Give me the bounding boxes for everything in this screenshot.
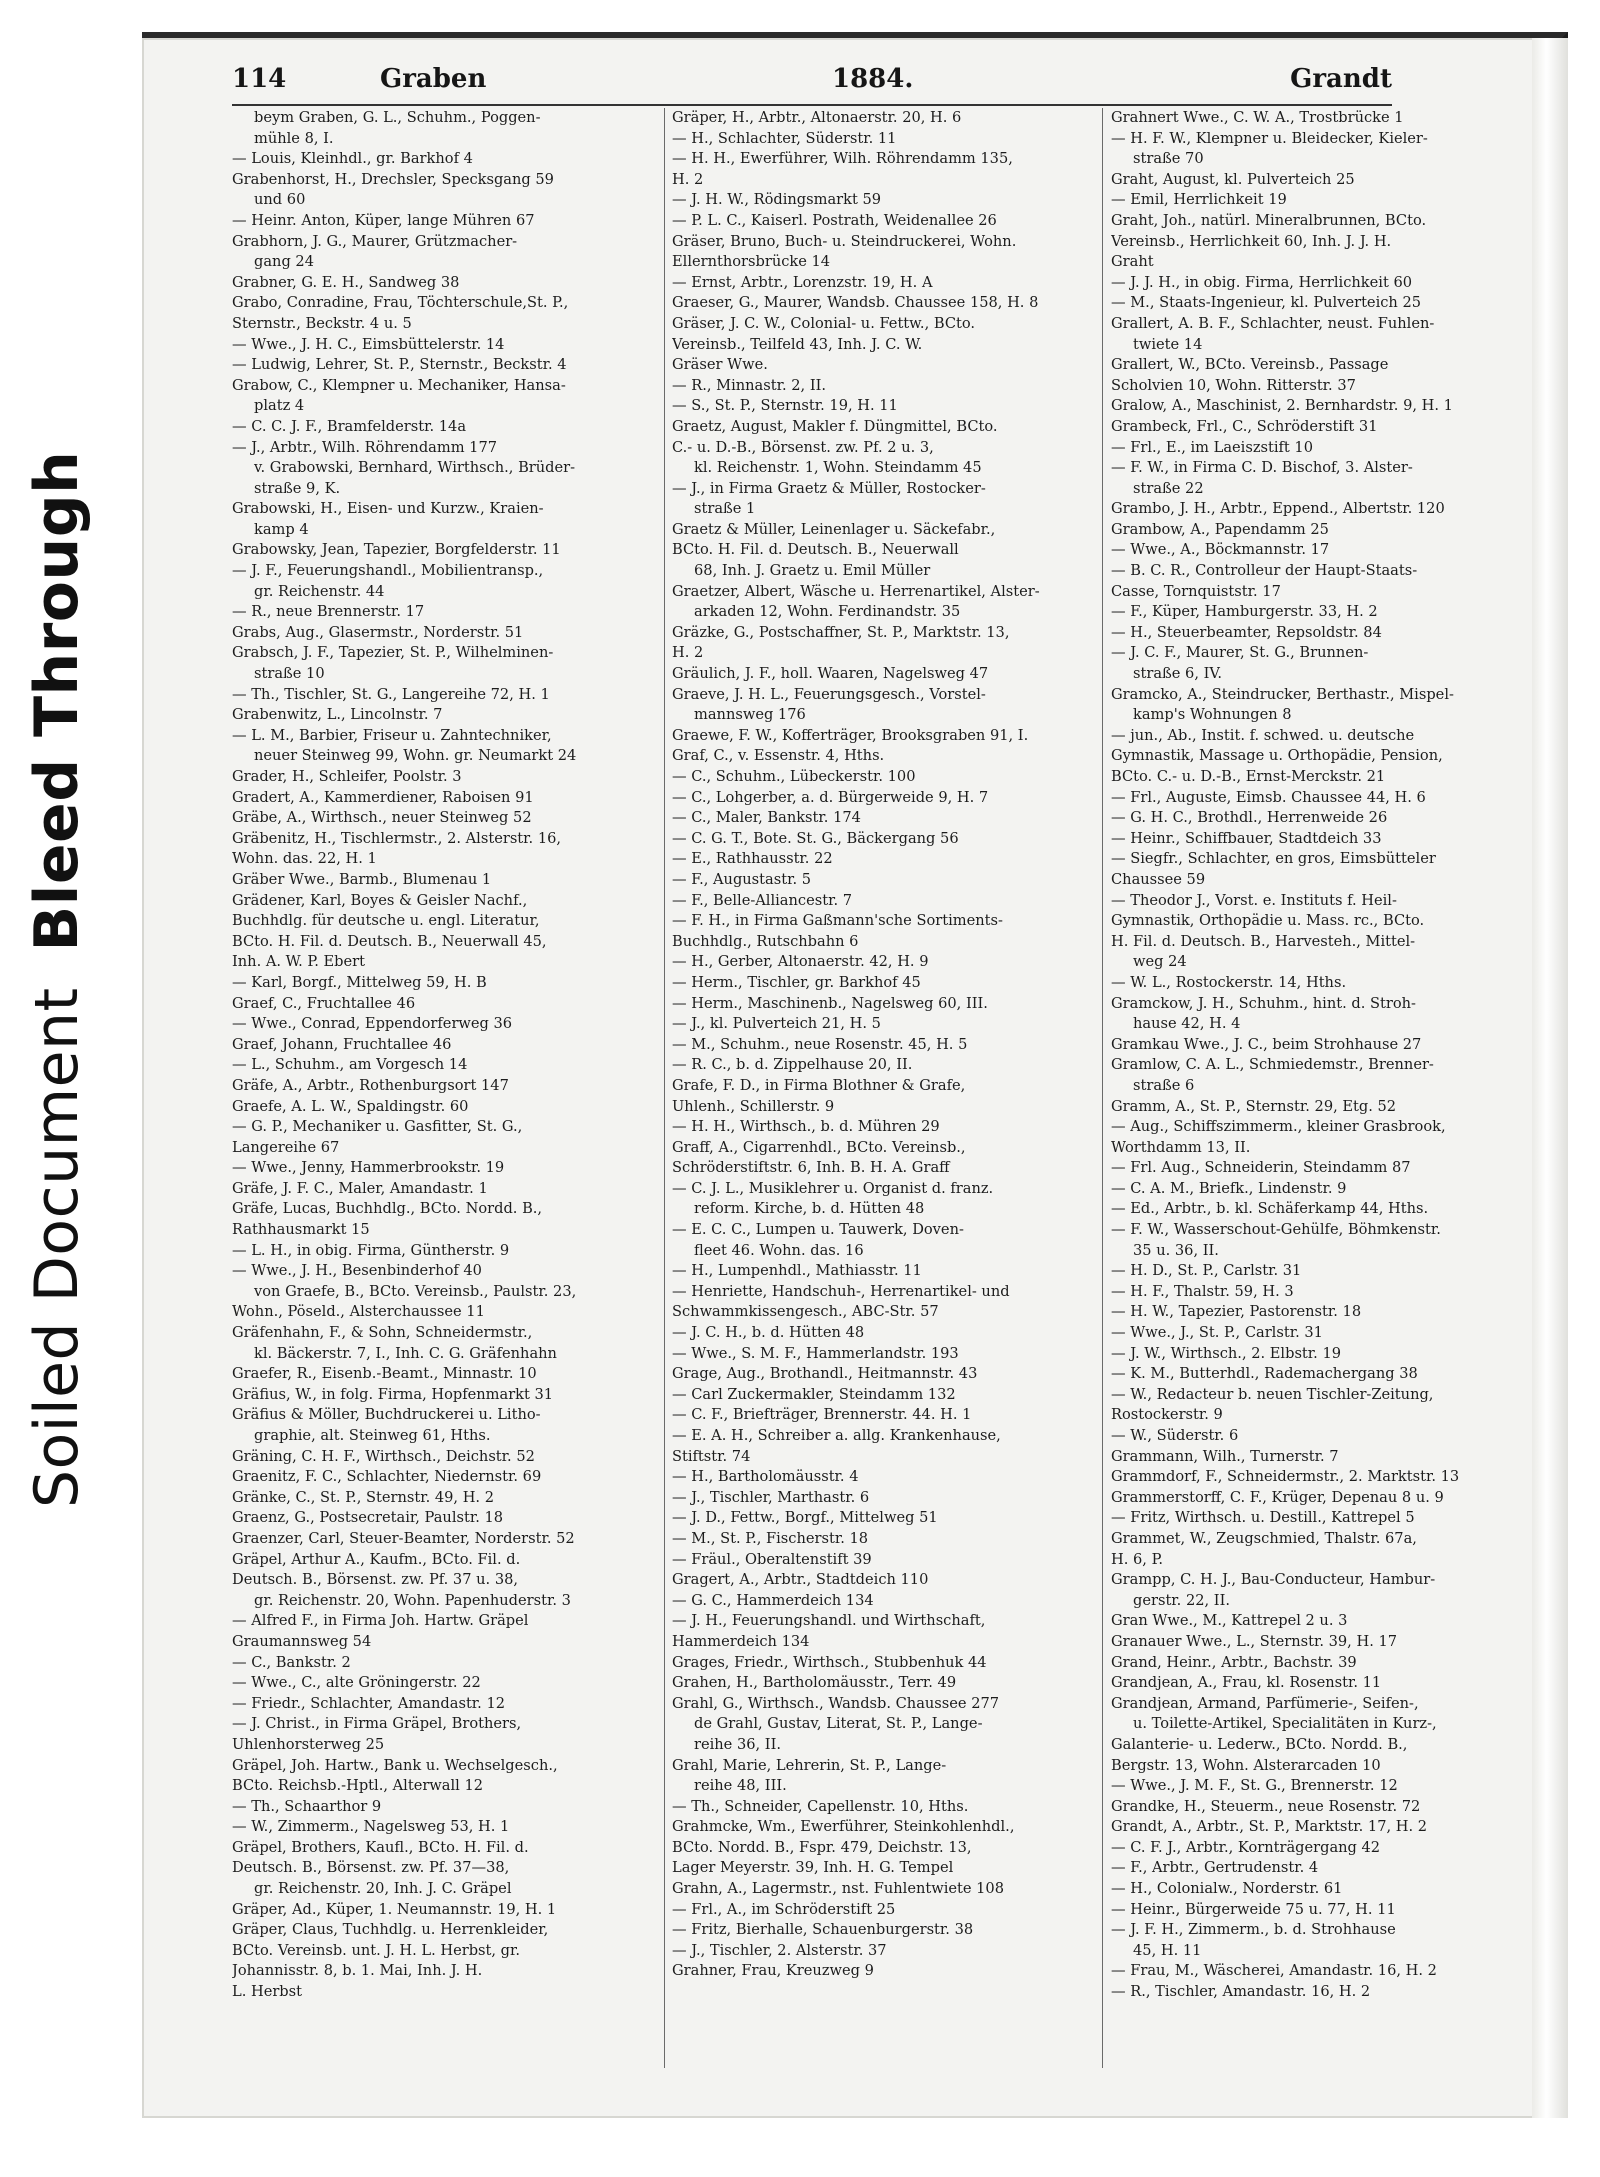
directory-entry-line: gr. Reichenstr. 44 bbox=[254, 582, 385, 600]
directory-entry-line: Graff, A., Cigarrenhdl., BCto. Vereinsb., bbox=[672, 1138, 966, 1156]
directory-entry-line: weg 24 bbox=[1133, 953, 1187, 971]
directory-entry-line: — Wwe., C., alte Gröningerstr. 22 bbox=[232, 1674, 481, 1692]
directory-entry-line: kamp's Wohnungen 8 bbox=[1133, 706, 1292, 724]
directory-entry-line: — Wwe., J. H. C., Eimsbüttelerstr. 14 bbox=[232, 335, 505, 353]
directory-entry-line: gr. Reichenstr. 20, Wohn. Papenhuderstr. 3 bbox=[254, 1591, 571, 1609]
directory-entry-line: reihe 48, III. bbox=[694, 1777, 787, 1795]
directory-entry-line: graphie, alt. Steinweg 61, Hths. bbox=[254, 1427, 491, 1444]
directory-entry-line: — H., Bartholomäusstr. 4 bbox=[672, 1468, 859, 1486]
directory-entry-line: — E. C. C., Lumpen u. Tauwerk, Doven- bbox=[672, 1221, 964, 1239]
directory-entry-line: Lager Meyerstr. 39, Inh. H. G. Tempel bbox=[672, 1859, 954, 1877]
directory-entry-line: Grafe, F. D., in Firma Blothner & Grafe, bbox=[672, 1076, 966, 1094]
directory-entry-line: — J., kl. Pulverteich 21, H. 5 bbox=[672, 1015, 881, 1033]
directory-entry-line: — J. C. F., Maurer, St. G., Brunnen- bbox=[1111, 644, 1369, 662]
directory-entry-line: Graf, C., v. Essenstr. 4, Hths. bbox=[672, 747, 885, 765]
directory-entry-line: — M., St. P., Fischerstr. 18 bbox=[672, 1529, 869, 1547]
directory-entry-line: — F., Augustastr. 5 bbox=[672, 870, 812, 888]
directory-entry-line: — J., in Firma Graetz & Müller, Rostocker- bbox=[672, 479, 986, 497]
directory-entry-line: Graef, Johann, Fruchtallee 46 bbox=[232, 1035, 452, 1053]
directory-entry-line: — Wwe., A., Böckmannstr. 17 bbox=[1111, 541, 1330, 559]
directory-entry-line: Grammet, W., Zeugschmied, Thalstr. 67a, bbox=[1111, 1529, 1417, 1547]
directory-entry-line: Gräser Wwe. bbox=[672, 356, 768, 374]
directory-entry-line: mannsweg 176 bbox=[694, 706, 806, 724]
directory-entry-line: gr. Reichenstr. 20, Inh. J. C. Gräpel bbox=[254, 1880, 512, 1898]
directory-entry-line: und 60 bbox=[254, 191, 306, 209]
directory-entry-line: — R., Minnastr. 2, II. bbox=[672, 376, 826, 394]
header-left-keyword: Graben bbox=[380, 64, 487, 94]
directory-entry-line: — H. F. W., Klempner u. Bleidecker, Kieler- bbox=[1111, 129, 1428, 147]
directory-entry-line: — Theodor J., Vorst. e. Instituts f. Heil- bbox=[1111, 891, 1397, 909]
directory-entry-line: hause 42, H. 4 bbox=[1133, 1015, 1241, 1033]
directory-entry-line: — Carl Zuckermakler, Steindamm 132 bbox=[672, 1385, 956, 1403]
side-label bbox=[22, 451, 92, 1508]
directory-entry-line: Grammdorf, F., Schneidermstr., 2. Marktstr. 13 bbox=[1111, 1468, 1460, 1486]
directory-entry-line: Gräpel, Brothers, Kaufl., BCto. H. Fil. d. bbox=[232, 1838, 529, 1856]
directory-entry-line: — L. M., Barbier, Friseur u. Zahntechniker, bbox=[232, 726, 552, 744]
directory-entry-line: Graenz, G., Postsecretair, Paulstr. 18 bbox=[232, 1509, 504, 1527]
directory-entry-line: — F., Küper, Hamburgerstr. 33, H. 2 bbox=[1111, 603, 1378, 621]
directory-entry-line: BCto. H. Fil. d. Deutsch. B., Neuerwall bbox=[672, 541, 959, 559]
directory-entry-line: — L., Schuhm., am Vorgesch 14 bbox=[232, 1056, 468, 1074]
directory-entry-line: — C. F. J., Arbtr., Kornträgergang 42 bbox=[1111, 1838, 1381, 1856]
directory-entry-line: — P. L. C., Kaiserl. Postrath, Weidenallee 26 bbox=[672, 211, 997, 229]
directory-entry-line: — Herm., Maschinenb., Nagelsweg 60, III. bbox=[672, 994, 988, 1012]
directory-entry-line: — F., Arbtr., Gertrudenstr. 4 bbox=[1111, 1859, 1319, 1877]
header-year: 1884. bbox=[832, 64, 914, 94]
directory-entry-line: Grambow, A., Papendamm 25 bbox=[1111, 520, 1329, 538]
directory-entry-line: — R., Tischler, Amandastr. 16, H. 2 bbox=[1111, 1983, 1371, 2001]
directory-entry-line: — H., Steuerbeamter, Repsoldstr. 84 bbox=[1111, 623, 1382, 641]
directory-entry-line: — J. H., Feuerungshandl. und Wirthschaft, bbox=[672, 1612, 986, 1630]
header-right-keyword: Grandt bbox=[1290, 64, 1392, 94]
directory-entry-line: Uhlenhorsterweg 25 bbox=[232, 1735, 385, 1753]
directory-entry-line: Gräser, J. C. W., Colonial- u. Fettw., BCto. bbox=[672, 314, 976, 332]
directory-entry-line: Gramlow, C. A. L., Schmiedemstr., Brenner- bbox=[1111, 1056, 1434, 1074]
directory-entry-line: — Aug., Schiffszimmerm., kleiner Grasbrook, bbox=[1111, 1118, 1446, 1136]
directory-entry-line: Gymnastik, Massage u. Orthopädie, Pension, bbox=[1111, 747, 1443, 765]
directory-entry-line: straße 9, K. bbox=[254, 479, 341, 497]
directory-entry-line: — H., Gerber, Altonaerstr. 42, H. 9 bbox=[672, 953, 929, 971]
directory-entry-line: — Heinr., Bürgerweide 75 u. 77, H. 11 bbox=[1111, 1900, 1396, 1918]
directory-entry-line: Stiftstr. 74 bbox=[672, 1447, 751, 1465]
side-label-bleed: Bleed Through bbox=[22, 450, 92, 952]
directory-entry-line: Graetzer, Albert, Wäsche u. Herrenartikel, Alster- bbox=[672, 582, 1040, 600]
directory-entry-line: platz 4 bbox=[254, 397, 305, 415]
directory-entry-line: Deutsch. B., Börsenst. zw. Pf. 37 u. 38, bbox=[232, 1571, 519, 1589]
directory-entry-line: — J. D., Fettw., Borgf., Mittelweg 51 bbox=[672, 1509, 938, 1527]
directory-entry-line: Gräpel, Arthur A., Kaufm., BCto. Fil. d. bbox=[232, 1550, 521, 1568]
directory-entry-line: Gräzke, G., Postschaffner, St. P., Marktstr. 13, bbox=[672, 623, 1010, 641]
directory-entry-line: — M., Staats-Ingenieur, kl. Pulverteich 25 bbox=[1111, 294, 1422, 312]
directory-entry-line: — C. C. J. F., Bramfelderstr. 14a bbox=[232, 417, 467, 435]
directory-entry-line: C.- u. D.-B., Börsenst. zw. Pf. 2 u. 3, bbox=[672, 438, 934, 456]
directory-entry-line: — Friedr., Schlachter, Amandastr. 12 bbox=[232, 1694, 506, 1712]
directory-entry-line: — Wwe., Jenny, Hammerbrookstr. 19 bbox=[232, 1159, 505, 1177]
directory-entry-line: Grahn, A., Lagermstr., nst. Fuhlentwiete 108 bbox=[672, 1880, 1005, 1898]
side-label-soiled: Soiled Document bbox=[22, 987, 92, 1508]
directory-entry-line: Gräper, H., Arbtr., Altonaerstr. 20, H. 6 bbox=[672, 109, 962, 126]
directory-entry-line: Deutsch. B., Börsenst. zw. Pf. 37—38, bbox=[232, 1859, 510, 1877]
directory-entry-line: BCto. C.- u. D.-B., Ernst-Merckstr. 21 bbox=[1111, 768, 1386, 785]
directory-entry-line: Grahen, H., Bartholomäusstr., Terr. 49 bbox=[672, 1674, 957, 1692]
directory-entry-line: Grammerstorff, C. F., Krüger, Depenau 8 u. 9 bbox=[1111, 1488, 1444, 1506]
directory-entry-line: — Louis, Kleinhdl., gr. Barkhof 4 bbox=[232, 150, 473, 168]
directory-entry-line: Gränke, C., St. P., Sternstr. 49, H. 2 bbox=[232, 1488, 494, 1506]
directory-entry-line: — G. H. C., Brothdl., Herrenweide 26 bbox=[1111, 809, 1388, 827]
directory-entry-line: arkaden 12, Wohn. Ferdinandstr. 35 bbox=[694, 603, 961, 621]
directory-entry-line: BCto. Vereinsb. unt. J. H. L. Herbst, gr. bbox=[232, 1941, 521, 1959]
directory-entry-line: mühle 8, I. bbox=[254, 129, 334, 147]
directory-entry-line: — L. H., in obig. Firma, Güntherstr. 9 bbox=[232, 1241, 510, 1259]
directory-entry-line: Grammann, Wilh., Turnerstr. 7 bbox=[1111, 1447, 1339, 1465]
directory-entry-line: Schwammkissengesch., ABC-Str. 57 bbox=[672, 1303, 939, 1321]
directory-entry-line: Galanterie- u. Lederw., BCto. Nordd. B., bbox=[1111, 1735, 1408, 1753]
directory-entry-line: — R. C., b. d. Zippelhause 20, II. bbox=[672, 1056, 913, 1074]
directory-entry-line: Inh. A. W. P. Ebert bbox=[232, 953, 365, 971]
directory-entry-line: — Wwe., J., St. P., Carlstr. 31 bbox=[1111, 1324, 1323, 1342]
directory-entry-line: Grabow, C., Klempner u. Mechaniker, Hansa- bbox=[232, 376, 566, 394]
directory-entry-line: Langereihe 67 bbox=[232, 1138, 340, 1156]
directory-entry-line: BCto. Nordd. B., Fspr. 479, Deichstr. 13, bbox=[672, 1838, 972, 1856]
directory-entry-line: straße 1 bbox=[694, 500, 756, 518]
directory-entry-line: Sternstr., Beckstr. 4 u. 5 bbox=[232, 314, 412, 332]
directory-entry-line: kamp 4 bbox=[254, 520, 309, 538]
directory-entry-line: — G. C., Hammerdeich 134 bbox=[672, 1591, 874, 1609]
directory-entry-line: — S., St. P., Sternstr. 19, H. 11 bbox=[672, 397, 898, 415]
directory-entry-line: Grandt, A., Arbtr., St. P., Marktstr. 17, H. 2 bbox=[1111, 1818, 1428, 1836]
directory-entry-line: — E., Rathhausstr. 22 bbox=[672, 850, 833, 868]
directory-entry-line: Graht, August, kl. Pulverteich 25 bbox=[1111, 170, 1355, 188]
directory-entry-line: — W. L., Rostockerstr. 14, Hths. bbox=[1111, 973, 1347, 991]
column-divider bbox=[1102, 108, 1103, 2068]
directory-entry-line: Graht bbox=[1111, 253, 1154, 271]
directory-entry-line: — J. W., Wirthsch., 2. Elbstr. 19 bbox=[1111, 1344, 1342, 1362]
directory-entry-line: L. Herbst bbox=[232, 1983, 303, 2001]
directory-entry-line: Grabo, Conradine, Frau, Töchterschule,St. P., bbox=[232, 294, 569, 312]
directory-entry-line: — C., Lohgerber, a. d. Bürgerweide 9, H. 7 bbox=[672, 788, 989, 806]
directory-entry-line: — W., Redacteur b. neuen Tischler-Zeitung, bbox=[1111, 1385, 1434, 1403]
directory-entry-line: Grahmcke, Wm., Ewerführer, Steinkohlenhdl., bbox=[672, 1818, 1015, 1836]
directory-entry-line: — C. J. L., Musiklehrer u. Organist d. franz. bbox=[672, 1179, 994, 1197]
directory-entry-line: Gramkau Wwe., J. C., beim Strohhause 27 bbox=[1111, 1035, 1422, 1053]
column-3 bbox=[1111, 108, 1531, 2003]
directory-entry-line: Hammerdeich 134 bbox=[672, 1632, 810, 1650]
directory-entry-line: — J. F. H., Zimmerm., b. d. Strohhause bbox=[1111, 1921, 1396, 1939]
directory-entry-line: straße 10 bbox=[254, 665, 325, 683]
directory-entry-line: Gräper, Claus, Tuchhdlg. u. Herrenkleider, bbox=[232, 1921, 549, 1939]
directory-entry-line: — E. A. H., Schreiber a. allg. Krankenhause, bbox=[672, 1427, 1001, 1444]
directory-entry-line: Gräbe, A., Wirthsch., neuer Steinweg 52 bbox=[232, 809, 532, 827]
directory-entry-line: Gräulich, J. F., holl. Waaren, Nagelsweg 47 bbox=[672, 665, 989, 683]
directory-entry-line: — Wwe., J. H., Besenbinderhof 40 bbox=[232, 1262, 482, 1280]
directory-entry-line: Gräber Wwe., Barmb., Blumenau 1 bbox=[232, 870, 492, 888]
directory-entry-line: — Fritz, Wirthsch. u. Destill., Kattrepel 5 bbox=[1111, 1509, 1415, 1527]
directory-entry-line: von Graefe, B., BCto. Vereinsb., Paulstr. 23, bbox=[254, 1282, 577, 1300]
directory-entry-line: straße 6 bbox=[1133, 1076, 1195, 1094]
directory-entry-line: — H., Schlachter, Süderstr. 11 bbox=[672, 129, 897, 147]
directory-entry-line: Granauer Wwe., L., Sternstr. 39, H. 17 bbox=[1111, 1632, 1398, 1650]
directory-entry-line: Gräpel, Joh. Hartw., Bank u. Wechselgesch., bbox=[232, 1756, 558, 1774]
directory-entry-line: Grader, H., Schleifer, Poolstr. 3 bbox=[232, 768, 462, 785]
directory-entry-line: — Th., Tischler, St. G., Langereihe 72, H. 1 bbox=[232, 685, 550, 703]
directory-entry-line: Gräning, C. H. F., Wirthsch., Deichstr. 52 bbox=[232, 1447, 535, 1465]
directory-entry-line: — Alfred F., in Firma Joh. Hartw. Gräpel bbox=[232, 1612, 529, 1630]
directory-entry-line: — M., Schuhm., neue Rosenstr. 45, H. 5 bbox=[672, 1035, 968, 1053]
directory-entry-line: Gräbenitz, H., Tischlermstr., 2. Alsterstr. 16, bbox=[232, 829, 562, 847]
directory-entry-line: Grallert, A. B. F., Schlachter, neust. Fuhlen- bbox=[1111, 314, 1435, 332]
directory-entry-line: Gräser, Bruno, Buch- u. Steindruckerei, Wohn. bbox=[672, 232, 1017, 250]
directory-entry-line: Graetz, August, Makler f. Düngmittel, BCto. bbox=[672, 417, 998, 435]
directory-entry-line: — J. F., Feuerungshandl., Mobilientransp., bbox=[232, 562, 544, 580]
directory-entry-line: — J. H. W., Rödingsmarkt 59 bbox=[672, 191, 882, 209]
directory-entry-line: H. 2 bbox=[672, 170, 704, 188]
directory-entry-line: Graeve, J. H. L., Feuerungsgesch., Vorstel- bbox=[672, 685, 986, 703]
directory-entry-line: — J. Christ., in Firma Gräpel, Brothers, bbox=[232, 1715, 522, 1733]
directory-entry-line: Gymnastik, Orthopädie u. Mass. rc., BCto. bbox=[1111, 912, 1425, 930]
directory-entry-line: v. Grabowski, Bernhard, Wirthsch., Brüder- bbox=[254, 459, 576, 477]
directory-entry-line: — J., Tischler, 2. Alsterstr. 37 bbox=[672, 1941, 887, 1959]
directory-entry-line: Rostockerstr. 9 bbox=[1111, 1406, 1223, 1424]
directory-entry-line: Chaussee 59 bbox=[1111, 870, 1206, 888]
directory-entry-line: — F., Belle-Alliancestr. 7 bbox=[672, 891, 853, 909]
directory-entry-line: Graetz & Müller, Leinenlager u. Säckefabr., bbox=[672, 520, 996, 538]
directory-entry-line: — Th., Schneider, Capellenstr. 10, Hths. bbox=[672, 1797, 969, 1815]
directory-entry-line: — Wwe., J. M. F., St. G., Brennerstr. 12 bbox=[1111, 1777, 1398, 1795]
directory-entry-line: — Frl., Auguste, Eimsb. Chaussee 44, H. 6 bbox=[1111, 788, 1426, 806]
directory-entry-line: straße 70 bbox=[1133, 150, 1204, 168]
directory-entry-line: Graenzer, Carl, Steuer-Beamter, Norderstr. 52 bbox=[232, 1529, 575, 1547]
directory-entry-line: Grabner, G. E. H., Sandweg 38 bbox=[232, 273, 460, 291]
directory-entry-line: — Th., Schaarthor 9 bbox=[232, 1797, 382, 1815]
directory-entry-line: — H., Lumpenhdl., Mathiasstr. 11 bbox=[672, 1262, 922, 1280]
directory-entry-line: Gräfius & Möller, Buchdruckerei u. Litho- bbox=[232, 1406, 541, 1424]
directory-entry-line: Vereinsb., Herrlichkeit 60, Inh. J. J. H. bbox=[1111, 232, 1392, 250]
directory-entry-line: Grabs, Aug., Glasermstr., Norderstr. 51 bbox=[232, 623, 524, 641]
directory-entry-line: Gräfe, Lucas, Buchhdlg., BCto. Nordd. B., bbox=[232, 1200, 543, 1218]
directory-entry-line: — Heinr., Schiffbauer, Stadtdeich 33 bbox=[1111, 829, 1382, 847]
directory-entry-line: Ellernthorsbrücke 14 bbox=[672, 253, 831, 271]
directory-entry-line: — B. C. R., Controlleur der Haupt-Staats- bbox=[1111, 562, 1418, 580]
directory-entry-line: — F. W., in Firma C. D. Bischof, 3. Alster- bbox=[1111, 459, 1413, 477]
directory-entry-line: Scholvien 10, Wohn. Ritterstr. 37 bbox=[1111, 376, 1356, 394]
directory-entry-line: 68, Inh. J. Graetz u. Emil Müller bbox=[694, 562, 931, 580]
directory-entry-line: Gräfe, A., Arbtr., Rothenburgsort 147 bbox=[232, 1076, 509, 1094]
column-divider bbox=[664, 108, 665, 2068]
directory-entry-line: — Siegfr., Schlachter, en gros, Eimsbütteler bbox=[1111, 850, 1436, 868]
directory-entry-line: Gräfe, J. F. C., Maler, Amandastr. 1 bbox=[232, 1179, 488, 1197]
directory-entry-line: Wohn. das. 22, H. 1 bbox=[232, 850, 377, 868]
directory-entry-line: — Wwe., Conrad, Eppendorferweg 36 bbox=[232, 1015, 513, 1033]
directory-entry-line: Graewe, F. W., Kofferträger, Brooksgraben 91, I. bbox=[672, 726, 1029, 744]
directory-entry-line: Grabenwitz, L., Lincolnstr. 7 bbox=[232, 706, 443, 724]
directory-entry-line: Grandke, H., Steuerm., neue Rosenstr. 72 bbox=[1111, 1797, 1421, 1815]
directory-entry-line: — Emil, Herrlichkeit 19 bbox=[1111, 191, 1287, 209]
directory-entry-line: Buchhdlg. für deutsche u. engl. Literatur, bbox=[232, 912, 540, 930]
directory-entry-line: Worthdamm 13, II. bbox=[1111, 1138, 1251, 1156]
directory-entry-line: — Henriette, Handschuh-, Herrenartikel- und bbox=[672, 1282, 1010, 1300]
directory-entry-line: — Frl., E., im Laeiszstift 10 bbox=[1111, 438, 1314, 456]
directory-entry-line: Wohn., Pöseld., Alsterchaussee 11 bbox=[232, 1303, 485, 1321]
directory-entry-line: — G. P., Mechaniker u. Gasfitter, St. G., bbox=[232, 1118, 523, 1136]
directory-entry-line: — Fritz, Bierhalle, Schauenburgerstr. 38 bbox=[672, 1921, 974, 1939]
column-2 bbox=[672, 108, 1098, 1982]
directory-entry-line: — jun., Ab., Instit. f. schwed. u. deutsche bbox=[1111, 726, 1415, 744]
directory-entry-line: — J., Tischler, Marthastr. 6 bbox=[672, 1488, 870, 1506]
header-rule bbox=[232, 104, 1392, 106]
directory-entry-line: gang 24 bbox=[254, 253, 314, 271]
directory-entry-line: Grages, Friedr., Wirthsch., Stubbenhuk 44 bbox=[672, 1653, 987, 1671]
directory-entry-line: Grand, Heinr., Arbtr., Bachstr. 39 bbox=[1111, 1653, 1357, 1671]
directory-entry-line: Grädener, Karl, Boyes & Geisler Nachf., bbox=[232, 891, 528, 909]
directory-entry-line: — F. W., Wasserschout-Gehülfe, Böhmkenstr. bbox=[1111, 1221, 1441, 1239]
directory-entry-line: Grahl, Marie, Lehrerin, St. P., Lange- bbox=[672, 1756, 947, 1774]
directory-entry-line: Grallert, W., BCto. Vereinsb., Passage bbox=[1111, 356, 1389, 374]
directory-entry-line: straße 22 bbox=[1133, 479, 1204, 497]
directory-entry-line: — F. H., in Firma Gaßmann'sche Sortiments- bbox=[672, 912, 1003, 930]
directory-entry-line: Gralow, A., Maschinist, 2. Bernhardstr. 9, H. 1 bbox=[1111, 397, 1453, 415]
directory-entry-line: de Grahl, Gustav, Literat, St. P., Lange- bbox=[694, 1715, 983, 1733]
directory-entry-line: Grambo, J. H., Arbtr., Eppend., Albertstr. 120 bbox=[1111, 500, 1445, 518]
directory-entry-line: Grage, Aug., Brothandl., Heitmannstr. 43 bbox=[672, 1365, 978, 1383]
directory-entry-line: u. Toilette-Artikel, Specialitäten in Kurz-, bbox=[1133, 1715, 1437, 1733]
directory-entry-line: Gräfenhahn, F., & Sohn, Schneidermstr., bbox=[232, 1324, 533, 1342]
directory-entry-line: — C. A. M., Briefk., Lindenstr. 9 bbox=[1111, 1179, 1347, 1197]
directory-entry-line: Graeser, G., Maurer, Wandsb. Chaussee 158, H. 8 bbox=[672, 294, 1039, 312]
directory-entry-line: — C. G. T., Bote. St. G., Bäckergang 56 bbox=[672, 829, 959, 847]
directory-entry-line: BCto. H. Fil. d. Deutsch. B., Neuerwall 45, bbox=[232, 932, 547, 950]
directory-entry-line: Grandjean, Armand, Parfümerie-, Seifen-, bbox=[1111, 1694, 1419, 1712]
directory-entry-line: Rathhausmarkt 15 bbox=[232, 1221, 370, 1239]
directory-entry-line: — R., neue Brennerstr. 17 bbox=[232, 603, 425, 621]
directory-entry-line: 45, H. 11 bbox=[1133, 1941, 1202, 1959]
directory-entry-line: — H. H., Ewerführer, Wilh. Röhrendamm 135, bbox=[672, 150, 1013, 168]
directory-entry-line: — W., Süderstr. 6 bbox=[1111, 1427, 1239, 1444]
directory-entry-line: H. Fil. d. Deutsch. B., Harvesteh., Mittel- bbox=[1111, 932, 1416, 950]
directory-entry-line: Gramm, A., St. P., Sternstr. 29, Etg. 52 bbox=[1111, 1097, 1397, 1115]
directory-entry-line: — Herm., Tischler, gr. Barkhof 45 bbox=[672, 973, 921, 991]
directory-entry-line: Graenitz, F. C., Schlachter, Niedernstr. 69 bbox=[232, 1468, 542, 1486]
directory-entry-line: BCto. Reichsb.-Hptl., Alterwall 12 bbox=[232, 1777, 484, 1795]
directory-entry-line: — H. F., Thalstr. 59, H. 3 bbox=[1111, 1282, 1294, 1300]
directory-entry-line: — C., Maler, Bankstr. 174 bbox=[672, 809, 861, 827]
directory-entry-line: gerstr. 22, II. bbox=[1133, 1591, 1230, 1609]
directory-entry-line: Gramckow, J. H., Schuhm., hint. d. Stroh- bbox=[1111, 994, 1416, 1012]
directory-entry-line: kl. Reichenstr. 1, Wohn. Steindamm 45 bbox=[694, 459, 982, 477]
directory-entry-line: Gräfius, W., in folg. Firma, Hopfenmarkt 31 bbox=[232, 1385, 554, 1403]
directory-entry-line: Grabhorn, J. G., Maurer, Grützmacher- bbox=[232, 232, 518, 250]
directory-entry-line: — H., Colonialw., Norderstr. 61 bbox=[1111, 1880, 1343, 1898]
directory-entry-line: Grahner, Frau, Kreuzweg 9 bbox=[672, 1962, 874, 1980]
directory-entry-line: Grampp, C. H. J., Bau-Conducteur, Hambur- bbox=[1111, 1571, 1436, 1589]
directory-entry-line: — Fräul., Oberaltenstift 39 bbox=[672, 1550, 872, 1568]
directory-entry-line: fleet 46. Wohn. das. 16 bbox=[694, 1241, 864, 1259]
directory-entry-line: Schröderstiftstr. 6, Inh. B. H. A. Graff bbox=[672, 1159, 950, 1177]
directory-entry-line: Grambeck, Frl., C., Schröderstift 31 bbox=[1111, 417, 1378, 435]
directory-entry-line: Grabowski, H., Eisen- und Kurzw., Kraien- bbox=[232, 500, 544, 518]
directory-entry-line: Gragert, A., Arbtr., Stadtdeich 110 bbox=[672, 1571, 929, 1589]
directory-entry-line: beym Graben, G. L., Schuhm., Poggen- bbox=[254, 109, 541, 126]
directory-entry-line: Graef, C., Fruchtallee 46 bbox=[232, 994, 416, 1012]
directory-entry-line: — Wwe., S. M. F., Hammerlandstr. 193 bbox=[672, 1344, 959, 1362]
directory-entry-line: — C. F., Briefträger, Brennerstr. 44. H. 1 bbox=[672, 1406, 972, 1424]
directory-entry-line: neuer Steinweg 99, Wohn. gr. Neumarkt 24 bbox=[254, 747, 577, 765]
page-header bbox=[232, 64, 1392, 114]
column-1 bbox=[232, 108, 632, 2003]
directory-entry-line: Bergstr. 13, Wohn. Alsterarcaden 10 bbox=[1111, 1756, 1381, 1774]
directory-entry-line: straße 6, IV. bbox=[1133, 665, 1223, 683]
directory-entry-line: Grahnert Wwe., C. W. A., Trostbrücke 1 bbox=[1111, 109, 1404, 126]
directory-entry-line: Grahl, G., Wirthsch., Wandsb. Chaussee 277 bbox=[672, 1694, 1000, 1712]
directory-entry-line: Gran Wwe., M., Kattrepel 2 u. 3 bbox=[1111, 1612, 1348, 1630]
directory-entry-line: — C., Bankstr. 2 bbox=[232, 1653, 351, 1671]
directory-entry-line: — Heinr. Anton, Küper, lange Mühren 67 bbox=[232, 211, 535, 229]
directory-entry-line: Vereinsb., Teilfeld 43, Inh. J. C. W. bbox=[672, 335, 923, 353]
directory-entry-line: — H. W., Tapezier, Pastorenstr. 18 bbox=[1111, 1303, 1362, 1321]
directory-entry-line: kl. Bäckerstr. 7, I., Inh. C. G. Gräfenhahn bbox=[254, 1344, 557, 1362]
directory-entry-line: — Frau, M., Wäscherei, Amandastr. 16, H. 2 bbox=[1111, 1962, 1437, 1980]
directory-entry-line: — C., Schuhm., Lübeckerstr. 100 bbox=[672, 768, 916, 785]
directory-entry-line: — Frl., A., im Schröderstift 25 bbox=[672, 1900, 896, 1918]
directory-entry-line: — W., Zimmerm., Nagelsweg 53, H. 1 bbox=[232, 1818, 510, 1836]
directory-entry-line: Uhlenh., Schillerstr. 9 bbox=[672, 1097, 835, 1115]
directory-entry-line: — K. M., Butterhdl., Rademachergang 38 bbox=[1111, 1365, 1418, 1383]
directory-entry-line: — J. C. H., b. d. Hütten 48 bbox=[672, 1324, 865, 1342]
directory-entry-line: — Karl, Borgf., Mittelweg 59, H. B bbox=[232, 973, 487, 991]
directory-entry-line: Graefer, R., Eisenb.-Beamt., Minnastr. 10 bbox=[232, 1365, 537, 1383]
directory-entry-line: reform. Kirche, b. d. Hütten 48 bbox=[694, 1200, 925, 1218]
directory-entry-line: H. 6, P. bbox=[1111, 1550, 1164, 1568]
directory-entry-line: Gradert, A., Kammerdiener, Raboisen 91 bbox=[232, 788, 534, 806]
directory-entry-line: — Frl. Aug., Schneiderin, Steindamm 87 bbox=[1111, 1159, 1411, 1177]
directory-entry-line: Graumannsweg 54 bbox=[232, 1632, 372, 1650]
directory-entry-line: — Ernst, Arbtr., Lorenzstr. 19, H. A bbox=[672, 273, 933, 291]
directory-entry-line: — Ludwig, Lehrer, St. P., Sternstr., Beckstr. 4 bbox=[232, 356, 567, 374]
directory-entry-line: — H. D., St. P., Carlstr. 31 bbox=[1111, 1262, 1302, 1280]
directory-entry-line: Graht, Joh., natürl. Mineralbrunnen, BCto. bbox=[1111, 211, 1427, 229]
directory-entry-line: Gräper, Ad., Küper, 1. Neumannstr. 19, H. 1 bbox=[232, 1900, 557, 1918]
directory-entry-line: Graefe, A. L. W., Spaldingstr. 60 bbox=[232, 1097, 469, 1115]
directory-entry-line: Buchhdlg., Rutschbahn 6 bbox=[672, 932, 859, 950]
directory-entry-line: reihe 36, II. bbox=[694, 1735, 781, 1753]
directory-entry-line: H. 2 bbox=[672, 644, 704, 662]
directory-entry-line: Casse, Tornquiststr. 17 bbox=[1111, 582, 1281, 600]
directory-entry-line: twiete 14 bbox=[1133, 335, 1203, 353]
directory-entry-line: Grabenhorst, H., Drechsler, Specksgang 59 bbox=[232, 170, 554, 188]
directory-entry-line: — J. J. H., in obig. Firma, Herrlichkeit 60 bbox=[1111, 273, 1413, 291]
directory-entry-line: — Ed., Arbtr., b. kl. Schäferkamp 44, Hths. bbox=[1111, 1200, 1429, 1218]
directory-entry-line: Grabowsky, Jean, Tapezier, Borgfelderstr. 11 bbox=[232, 541, 561, 559]
directory-entry-line: 35 u. 36, II. bbox=[1133, 1241, 1219, 1259]
directory-entry-line: Johannisstr. 8, b. 1. Mai, Inh. J. H. bbox=[232, 1962, 483, 1980]
directory-entry-line: — H. H., Wirthsch., b. d. Mühren 29 bbox=[672, 1118, 940, 1136]
page-number: 114 bbox=[232, 64, 287, 94]
directory-entry-line: Grabsch, J. F., Tapezier, St. P., Wilhelminen- bbox=[232, 644, 554, 662]
directory-entry-line: — J., Arbtr., Wilh. Röhrendamm 177 bbox=[232, 438, 498, 456]
directory-entry-line: Gramcko, A., Steindrucker, Berthastr., Mispel- bbox=[1111, 685, 1454, 703]
directory-entry-line: Grandjean, A., Frau, kl. Rosenstr. 11 bbox=[1111, 1674, 1382, 1692]
